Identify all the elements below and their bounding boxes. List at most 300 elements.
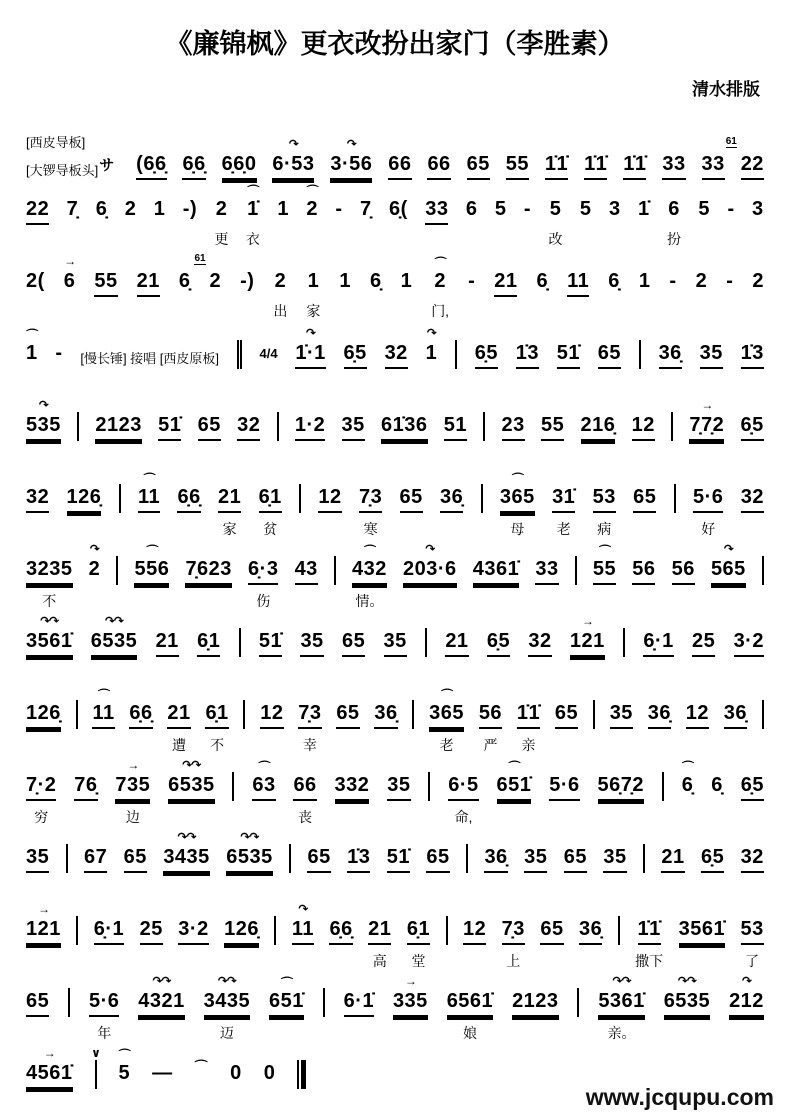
- note-text: 1̇1̇: [545, 151, 568, 180]
- note-cell: [245, 184, 260, 249]
- note-cell: [384, 628, 407, 657]
- score-line: [26, 252, 764, 324]
- note-text: 651̇: [269, 988, 304, 1017]
- note-text: 35: [603, 844, 626, 873]
- lyric: 门,: [431, 303, 450, 319]
- note-text: 5·6: [693, 484, 723, 513]
- slur-ornament: ↷: [426, 326, 436, 340]
- note-text: 5·6: [549, 772, 579, 801]
- barline: [425, 628, 427, 657]
- double-barline: [237, 340, 242, 369]
- note-text: 4561̇: [26, 1060, 73, 1089]
- note-text: 121: [26, 916, 61, 945]
- note-cell: [632, 556, 655, 585]
- note-text: 33: [702, 151, 725, 180]
- note-cell: [610, 700, 633, 729]
- note-cell: [729, 974, 764, 1017]
- note-cell: [623, 151, 646, 180]
- note-text: 365: [500, 484, 535, 513]
- note-text: 36̣: [648, 700, 671, 729]
- note-text: 6̣5: [475, 340, 498, 369]
- note-text: 2: [209, 270, 222, 292]
- note-text: 126̣: [26, 700, 61, 729]
- note-cell: [632, 412, 655, 441]
- barline-glyph: [323, 988, 325, 1017]
- note-cell: [447, 988, 494, 1043]
- note-text: 1·2: [295, 412, 325, 441]
- lyric: 不: [210, 737, 225, 753]
- note-text: 3·56: [330, 151, 372, 180]
- lyric: 穷: [34, 809, 49, 825]
- note-cell: [182, 151, 205, 180]
- lyric: 出: [273, 303, 288, 319]
- note-text: 33: [662, 151, 685, 180]
- barline: [466, 844, 468, 873]
- note-text: 55: [541, 412, 564, 441]
- barline-glyph: [299, 484, 301, 513]
- note-cell: [407, 916, 430, 971]
- note-text: 6: [668, 198, 680, 220]
- barline: [277, 412, 279, 441]
- slur-ornament: ⌒: [434, 256, 446, 270]
- note-cell: [681, 760, 694, 799]
- note-text: -: [669, 270, 677, 292]
- note-text: 2: [215, 198, 228, 220]
- note-text: 36̣: [484, 844, 507, 873]
- slur-ornament: ↷↷: [612, 974, 631, 988]
- note-cell: [692, 628, 715, 657]
- note-text: 126̣: [224, 916, 259, 945]
- note-text: -: [727, 198, 735, 220]
- slur-ornament: ⌒: [143, 472, 155, 486]
- note-cell: [444, 412, 467, 441]
- barline: [662, 772, 664, 801]
- note-text: 6·1̇: [344, 988, 374, 1017]
- barline: [481, 484, 483, 513]
- note-cell: [26, 844, 49, 873]
- barline-glyph: [119, 484, 121, 513]
- barline-glyph: [639, 340, 641, 369]
- note-text: 12: [463, 916, 486, 945]
- note-text: 21: [137, 268, 160, 297]
- note-text: 3561̇: [679, 916, 726, 945]
- lyric: 家: [306, 303, 321, 319]
- note-text: 31̇: [552, 484, 575, 513]
- slur-ornament: →: [37, 902, 49, 916]
- note-text: 6̣6̣: [177, 484, 200, 513]
- note-cell: [26, 196, 49, 225]
- note-text: 56: [632, 556, 655, 585]
- note-cell: [197, 628, 220, 657]
- barline-glyph: [297, 1060, 306, 1089]
- note-cell: [702, 151, 725, 180]
- slur-ornament: ⌒: [363, 544, 375, 558]
- note-text: 3·2: [734, 628, 764, 657]
- slur-ornament: ⌒: [146, 544, 158, 558]
- note-cell: [727, 196, 734, 223]
- note-text: 6·5: [448, 772, 478, 801]
- note-text: 2: [434, 270, 446, 292]
- note-text: 32: [741, 484, 764, 513]
- note-cell: [429, 688, 465, 755]
- note-text: 6̣·1: [94, 916, 124, 945]
- note-text: 1̇1̇: [584, 151, 607, 180]
- note-text: 6̣6̣: [182, 151, 205, 180]
- note-text: 1̇1̇: [623, 151, 646, 180]
- score-line: [26, 684, 764, 756]
- note-cell: [598, 340, 621, 369]
- lyric: 边: [125, 809, 140, 825]
- note-text: 65: [336, 700, 359, 729]
- note-cell: [734, 628, 764, 657]
- note-cell: [724, 700, 747, 729]
- note-text: 66: [293, 772, 316, 801]
- note-text: 65: [598, 340, 621, 369]
- note-cell: [473, 556, 520, 585]
- barline-glyph: [237, 340, 242, 369]
- note-text: 3·2: [178, 916, 208, 945]
- note-cell: [609, 196, 621, 223]
- barline-glyph: [66, 844, 68, 873]
- note-text: 35: [300, 628, 323, 657]
- note-cell: [307, 844, 330, 873]
- barline: [68, 988, 70, 1017]
- note-text: 21: [368, 916, 391, 945]
- note-text: 56̣7̣2: [598, 772, 645, 801]
- note-text: 1: [307, 270, 320, 292]
- note-cell: [499, 472, 535, 539]
- barline: [483, 412, 485, 441]
- note-text: 65: [198, 412, 221, 441]
- note-text: 53: [741, 916, 764, 945]
- note-cell: [689, 398, 725, 441]
- note-cell: [564, 844, 587, 873]
- slur-ornament: ↷: [346, 137, 356, 151]
- note-cell: [26, 268, 45, 295]
- note-text: 6535: [168, 772, 215, 801]
- note-cell: [259, 628, 282, 657]
- note-text: 6̣5: [741, 412, 764, 441]
- note-text: 1̇1̇: [517, 700, 540, 729]
- lyric: 病: [597, 521, 612, 537]
- barline: [577, 988, 579, 1017]
- note-cell: [352, 544, 387, 611]
- note-cell: [387, 772, 410, 801]
- note-cell: [269, 976, 304, 1017]
- note-cell: [506, 151, 529, 180]
- lyric: 不: [42, 593, 57, 609]
- note-cell: [638, 196, 650, 223]
- note-cell: [163, 830, 210, 873]
- note-cell: [726, 268, 733, 295]
- note-cell: [374, 700, 397, 729]
- note-cell: [360, 196, 372, 223]
- lyric: 命,: [454, 809, 473, 825]
- note-cell: [92, 688, 115, 729]
- note-text: 1̇3: [347, 844, 370, 873]
- barline-glyph: [662, 772, 664, 801]
- note-cell: [318, 484, 341, 513]
- note-text: 1: [26, 342, 38, 364]
- note-text: 11: [92, 700, 114, 729]
- note-cell: [96, 196, 108, 223]
- note-text: 51̇: [158, 412, 181, 441]
- barline-glyph: [274, 916, 276, 945]
- note-text: 5: [494, 198, 507, 220]
- note-text: 6̣6̣: [329, 916, 352, 945]
- barline-glyph: [674, 484, 676, 513]
- note-text: 33: [425, 196, 448, 225]
- slur-ornament: ↷↷: [177, 830, 196, 844]
- typesetter-credit: 清水排版: [692, 80, 760, 99]
- note-cell: [663, 974, 711, 1017]
- note-cell: [693, 484, 723, 539]
- barline: [76, 916, 78, 945]
- note-text: 63: [252, 772, 275, 801]
- note-cell: [330, 137, 373, 180]
- note-text: 5361̇: [598, 988, 645, 1017]
- note-cell: [84, 844, 107, 873]
- note-text: 32: [741, 844, 764, 873]
- lyric: 老: [556, 521, 571, 537]
- note-text: 6̣: [608, 270, 620, 292]
- score: [26, 104, 764, 1116]
- note-cell: [277, 196, 289, 223]
- final-barline: [297, 1060, 306, 1089]
- slur-ornament: ↷↷: [104, 614, 124, 628]
- barline-glyph: [428, 772, 430, 801]
- score-line: [26, 828, 764, 900]
- lyric: 娘: [462, 1025, 477, 1041]
- note-text: 25: [140, 916, 163, 945]
- note-cell: [425, 196, 448, 225]
- note-cell: [125, 196, 137, 223]
- note-text: 6̣5: [701, 844, 724, 873]
- note-cell: [26, 902, 61, 945]
- note-cell: [295, 326, 326, 369]
- note-text: 21: [445, 628, 468, 657]
- note-cell: [203, 974, 251, 1043]
- barline-glyph: [68, 988, 70, 1017]
- barline-glyph: [116, 556, 118, 585]
- slur-ornament: ↷: [38, 398, 48, 412]
- slur-ornament: ↷↷: [40, 614, 59, 628]
- note-text: 65: [555, 700, 578, 729]
- note-cell: [26, 328, 38, 367]
- barline-glyph: [481, 484, 483, 513]
- barline-glyph: [483, 412, 485, 441]
- note-text: 6̣1: [197, 628, 220, 657]
- note-text: 2123: [95, 412, 142, 441]
- note-cell: [466, 196, 478, 223]
- note-text: 2(: [26, 270, 45, 292]
- note-cell: [295, 412, 325, 441]
- note-cell: [495, 196, 507, 223]
- note-text: -: [55, 342, 63, 364]
- note-cell: [222, 151, 257, 180]
- note-cell: [445, 628, 468, 657]
- barline: [232, 772, 234, 801]
- note-cell: [741, 340, 764, 369]
- note-text: 33: [535, 556, 558, 585]
- barline-glyph: [575, 556, 577, 585]
- lyric: 贫: [263, 521, 278, 537]
- note-cell: [540, 916, 563, 945]
- note-cell: [545, 151, 568, 180]
- note-text: 4361̇: [473, 556, 520, 585]
- barline: [243, 700, 245, 729]
- note-text: 212: [729, 988, 764, 1017]
- note-cell: [26, 1046, 73, 1089]
- lyric: 更: [214, 231, 229, 247]
- note-text: 5: [579, 198, 592, 220]
- note-cell: [659, 340, 682, 369]
- note-cell: [593, 484, 616, 539]
- note-cell: [240, 268, 254, 295]
- slur-ornament: ⌒: [258, 760, 270, 774]
- barline: [274, 916, 276, 945]
- note-cell: [467, 151, 490, 180]
- barline-glyph: [77, 412, 79, 441]
- note-text: 65: [400, 484, 423, 513]
- note-text: 126̣: [67, 484, 102, 513]
- note-cell: [567, 268, 589, 297]
- note-cell: [741, 844, 764, 873]
- barline: [428, 772, 430, 801]
- note-text: 1̇: [637, 198, 650, 220]
- barline-glyph: [425, 628, 427, 657]
- note-text: 6̣1: [259, 484, 282, 513]
- note-cell: [178, 916, 208, 945]
- note-cell: [496, 760, 532, 801]
- barline: [639, 340, 641, 369]
- note-cell: [541, 412, 564, 441]
- note-cell: [711, 772, 723, 799]
- note-text: 56: [479, 700, 502, 729]
- note-cell: [672, 556, 695, 585]
- barline-glyph: [412, 700, 414, 729]
- note-text: 1̇1̇: [638, 916, 661, 945]
- slur-ornament: ⌒: [441, 688, 453, 702]
- barline: [446, 916, 448, 945]
- note-text: 35: [524, 844, 547, 873]
- note-text: 432: [352, 556, 387, 585]
- note-text: 2123: [512, 988, 559, 1017]
- slur-ornament: ⌒: [98, 688, 110, 702]
- barline-glyph: [95, 1060, 97, 1089]
- note-cell: [741, 772, 764, 801]
- barline-glyph: [466, 844, 468, 873]
- barline: [623, 628, 625, 657]
- slur-ornament: →: [404, 974, 416, 988]
- note-text: 121: [570, 628, 605, 657]
- note-text: 35: [342, 412, 365, 441]
- score-line: [26, 180, 764, 252]
- note-cell: [569, 614, 605, 657]
- note-text: 6561̇: [447, 988, 494, 1017]
- note-text: 11: [567, 268, 589, 297]
- note-text: 65: [467, 151, 490, 180]
- note-text: 6̣(: [389, 198, 408, 220]
- lyric: 改: [548, 231, 563, 247]
- barline: [593, 700, 595, 729]
- score-line: [26, 396, 764, 468]
- slur-ornament: ⌒: [247, 184, 259, 198]
- note-cell: [152, 1060, 173, 1087]
- gong-pattern-text: [大锣导板头]: [26, 163, 99, 178]
- note-text: 6̣6̣0: [222, 151, 257, 180]
- note-cell: [226, 830, 273, 873]
- note-text: 1̇·1: [295, 340, 325, 369]
- note-cell: [138, 974, 185, 1017]
- note-text: 65: [26, 988, 49, 1017]
- note-text: 651̇: [497, 772, 532, 801]
- note-cell: [555, 700, 578, 729]
- note-cell: [339, 268, 351, 295]
- note-cell: [440, 484, 463, 513]
- note-cell: [752, 268, 764, 295]
- note-cell: [389, 196, 408, 223]
- note-cell: [741, 412, 764, 441]
- note-text: 1: [277, 198, 289, 220]
- barline-glyph: [277, 412, 279, 441]
- note-text: 32: [528, 628, 551, 657]
- note-text: 6̣: [369, 270, 382, 292]
- note-text: 7̣3: [502, 916, 525, 945]
- note-cell: [648, 700, 671, 729]
- note-cell: [427, 151, 450, 180]
- note-cell: [300, 628, 323, 657]
- score-line: [26, 972, 764, 1044]
- note-cell: [752, 196, 764, 223]
- note-cell: [580, 196, 592, 223]
- barline-glyph: [76, 700, 78, 729]
- note-cell: [528, 628, 551, 657]
- note-cell: [90, 614, 138, 657]
- note-text: 51: [444, 412, 467, 441]
- slur-ornament: ↷: [741, 974, 752, 988]
- barline: [334, 556, 336, 585]
- note-cell: [686, 700, 709, 729]
- note-text: 6̣5: [344, 340, 367, 369]
- note-cell: [517, 700, 540, 755]
- note-cell: [463, 916, 486, 945]
- lyric: 衣: [245, 231, 260, 247]
- note-text: 335: [393, 988, 428, 1017]
- note-text: 6̣6̣: [129, 700, 152, 729]
- note-text: 2: [274, 270, 287, 292]
- lyric: 老: [439, 737, 454, 753]
- note-text: 23: [502, 412, 525, 441]
- slur-ornament: ⌒: [598, 544, 610, 558]
- note-text: 21: [494, 268, 517, 297]
- note-text: ⌒: [194, 1059, 209, 1074]
- note-cell: [400, 484, 423, 513]
- note-text: 1: [339, 270, 351, 292]
- note-text: 65: [124, 844, 147, 873]
- note-cell: [237, 412, 260, 441]
- note-cell: [725, 136, 764, 180]
- note-cell: [639, 268, 651, 295]
- note-text: -: [335, 198, 343, 220]
- note-text: 35: [387, 772, 410, 801]
- note-cell: [136, 151, 166, 180]
- score-line: [26, 324, 764, 396]
- note-text: 36̣: [440, 484, 463, 513]
- slur-ornament: →: [64, 254, 76, 268]
- note-text: 76̣: [74, 772, 97, 801]
- note-cell: [273, 268, 287, 321]
